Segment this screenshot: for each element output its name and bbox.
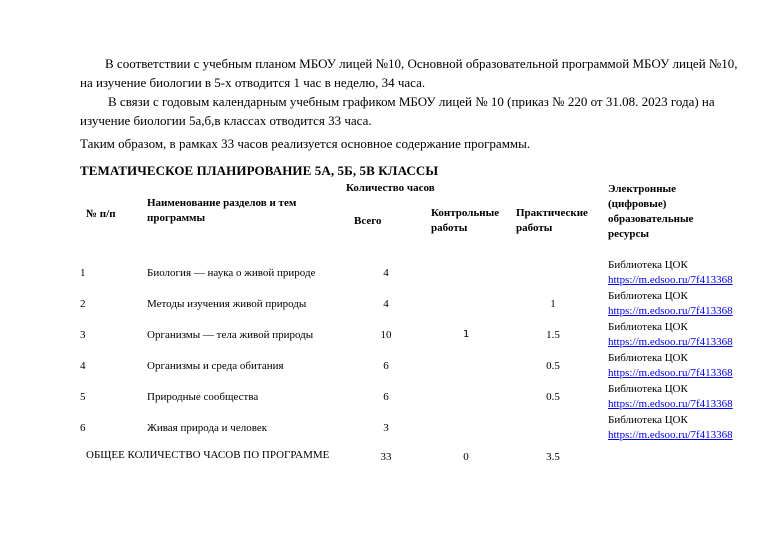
resource-link[interactable]: https://m.edsoo.ru/7f413368	[608, 336, 733, 348]
row-resource	[608, 289, 733, 319]
row-num: 6	[80, 422, 86, 434]
row-resource	[608, 382, 733, 412]
intro-paragraph-2: В связи с годовым календарным учебным графиком МБОУ лицей № 10 (приказ № 220 от 31.08. 2023 года) на изучение биологии 5а,б,в классах отводится 33 часа.	[80, 94, 715, 128]
header-total: Всего	[354, 215, 382, 227]
row-practical: 1.5	[546, 329, 560, 341]
footer-control: 0	[463, 451, 469, 463]
header-resources: Электронные (цифровые) образовательные ресурсы	[608, 183, 694, 240]
resource-label: Библиотека ЦОК	[608, 290, 688, 302]
footer-practical: 3.5	[546, 451, 560, 463]
row-name: Живая природа и человек	[147, 422, 268, 434]
row-practical: 1	[550, 298, 556, 310]
resource-label: Библиотека ЦОК	[608, 352, 688, 364]
resource-link[interactable]: https://m.edsoo.ru/7f413368	[608, 367, 733, 379]
row-resource	[608, 351, 733, 381]
resource-link[interactable]: https://m.edsoo.ru/7f413368	[608, 429, 733, 441]
row-num: 4	[80, 360, 86, 372]
row-name: Методы изучения живой природы	[147, 298, 307, 310]
row-num: 1	[80, 267, 86, 279]
header-practical: Практические работы	[516, 207, 588, 234]
header-num: № п/п	[86, 208, 116, 220]
row-total: 4	[383, 298, 389, 310]
row-total: 4	[383, 267, 389, 279]
row-total: 10	[380, 329, 392, 341]
row-num: 3	[80, 329, 86, 341]
row-name: Организмы — тела живой природы	[147, 329, 314, 341]
row-practical: 0.5	[546, 391, 560, 403]
row-total: 3	[383, 422, 389, 434]
resource-label: Библиотека ЦОК	[608, 259, 688, 271]
row-name: Биология — наука о живой природе	[147, 267, 316, 279]
footer-label: ОБЩЕЕ КОЛИЧЕСТВО ЧАСОВ ПО ПРОГРАММЕ	[86, 449, 330, 461]
row-total: 6	[383, 391, 389, 403]
section-heading: ТЕМАТИЧЕСКОЕ ПЛАНИРОВАНИЕ 5А, 5Б, 5В КЛАССЫ	[80, 163, 439, 178]
footer-total: 33	[380, 451, 392, 463]
header-control: Контрольные работы	[431, 207, 500, 234]
header-hours: Количество часов	[346, 182, 435, 194]
row-num: 5	[80, 391, 86, 403]
row-name: Природные сообщества	[147, 391, 259, 403]
row-name: Организмы и среда обитания	[147, 360, 284, 372]
row-resource	[608, 258, 733, 288]
row-resource	[608, 413, 733, 443]
header-name: Наименование разделов и тем программы	[147, 197, 297, 224]
row-resource	[608, 320, 733, 350]
row-control: 1	[462, 329, 470, 340]
resource-label: Библиотека ЦОК	[608, 383, 688, 395]
resource-link[interactable]: https://m.edsoo.ru/7f413368	[608, 398, 733, 410]
resource-label: Библиотека ЦОК	[608, 321, 688, 333]
resource-label: Библиотека ЦОК	[608, 414, 688, 426]
row-total: 6	[383, 360, 389, 372]
intro-paragraph-1: В соответствии с учебным планом МБОУ лицей №10, Основной образовательной программой МБОУ лицей №10, на изучение биологии в 5-х отводится 1 час в неделю, 34 часа.	[80, 56, 738, 90]
row-practical: 0.5	[546, 360, 560, 372]
resource-link[interactable]: https://m.edsoo.ru/7f413368	[608, 305, 733, 317]
intro-paragraph-3: Таким образом, в рамках 33 часов реализуется основное содержание программы.	[80, 136, 531, 151]
resource-link[interactable]: https://m.edsoo.ru/7f413368	[608, 274, 733, 286]
row-num: 2	[80, 298, 86, 310]
